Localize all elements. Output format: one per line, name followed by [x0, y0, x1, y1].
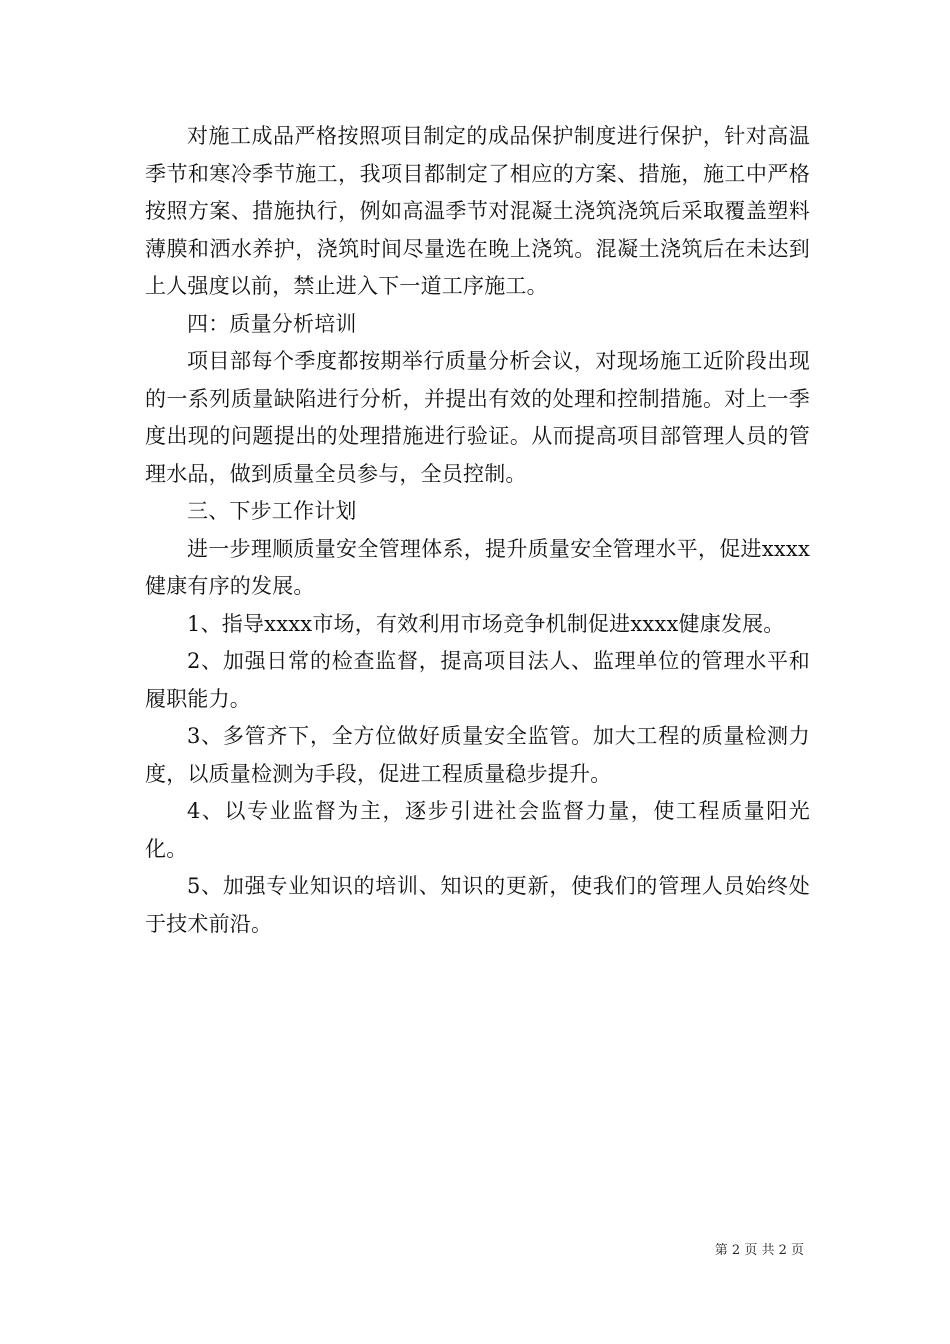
- page-number-footer: 第 2 页 共 2 页: [714, 1243, 804, 1258]
- heading-quality-analysis-training: 四：质量分析培训: [187, 311, 357, 336]
- heading-next-work-plan: 三、下步工作计划: [187, 499, 357, 523]
- plan-item-2: 2、加强日常的检查监督，提高项目法人、监理单位的管理水平和履职能力。: [145, 649, 810, 711]
- plan-item-5: 5、加强专业知识的培训、知识的更新，使我们的管理人员始终处于技术前沿。: [145, 874, 810, 936]
- plan-item-1: 1、指导xxxx市场，有效利用市场竞争机制促进xxxx健康发展。: [187, 611, 785, 636]
- plan-item-4: 4、以专业监督为主，逐步引进社会监督力量，使工程质量阳光化。: [145, 799, 810, 861]
- plan-item-3: 3、多管齐下，全方位做好质量安全监管。加大工程的质量检测力度，以质量检测为手段，促进工程质量稳步提升。: [145, 724, 810, 786]
- paragraph-finished-product-protection: 对施工成品严格按照项目制定的成品保护制度进行保护，针对高温季节和寒冷季节施工，我项目都制定了相应的方案、措施，施工中严格按照方案、措施执行，例如高温季节对混凝土浇筑浇筑后采取覆盖塑料薄膜和洒水养护，浇筑时间尽量选在晚上浇筑。混凝土浇筑后在未达到上人强度以前，禁止进入下一道工序施工。: [145, 124, 810, 298]
- document-body: [145, 118, 810, 943]
- paragraph-plan-intro: 进一步理顺质量安全管理体系，提升质量安全管理水平，促进xxxx健康有序的发展。: [145, 536, 810, 598]
- paragraph-quality-analysis-meeting: 项目部每个季度都按期举行质量分析会议，对现场施工近阶段出现的一系列质量缺陷进行分析，并提出有效的处理和控制措施。对上一季度出现的问题提出的处理措施进行验证。从而提高项目部管理人员的管理水品，做到质量全员参与，全员控制。: [145, 349, 810, 486]
